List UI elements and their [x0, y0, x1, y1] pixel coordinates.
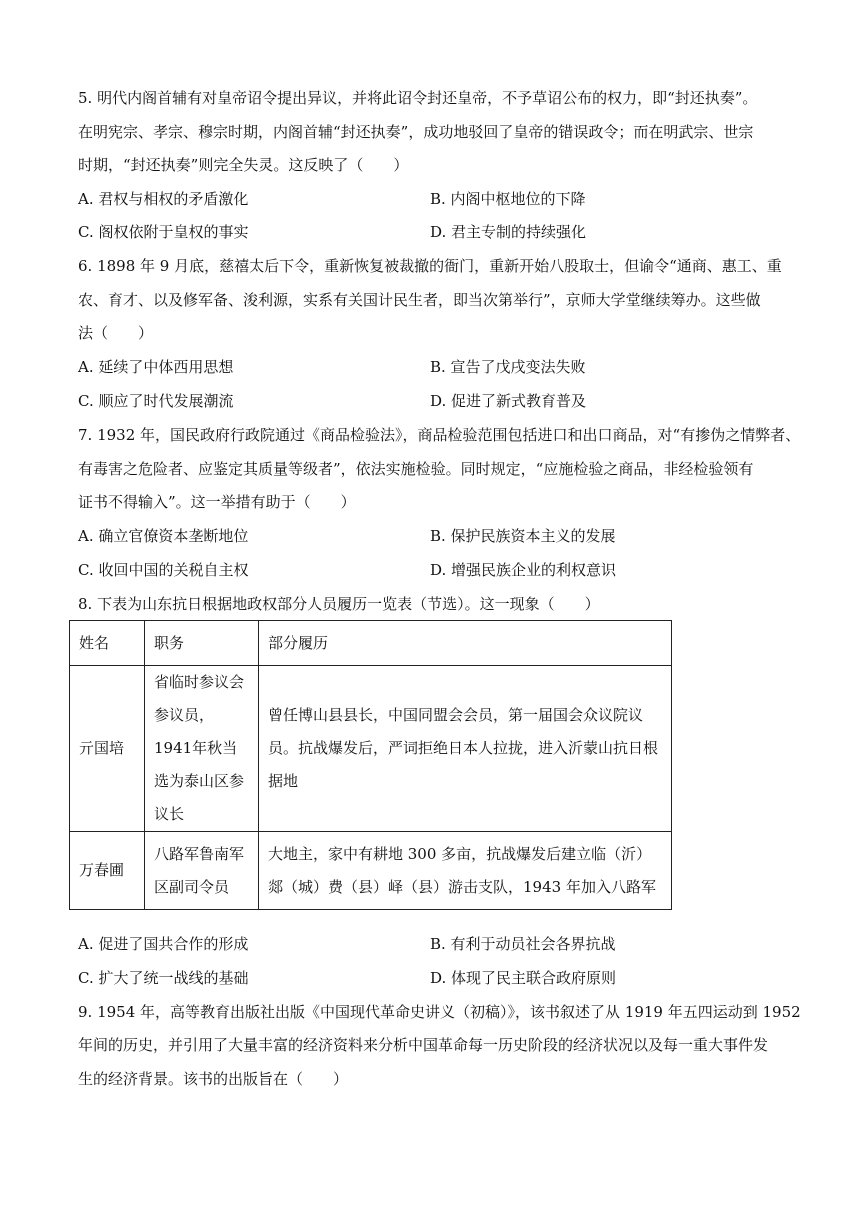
q7-stem-line-3: 证书不得输入”。这一举措有助于（ ） — [78, 493, 356, 511]
q8-stem-line-1: 8. 下表为山东抗日根据地政权部分人员履历一览表（节选）。这一现象（ ） — [78, 595, 600, 613]
q5-option-b: B. 内阁中枢地位的下降 — [430, 190, 586, 208]
q6-stem-line-3: 法（ ） — [78, 324, 154, 342]
q8-option-c: C. 扩大了统一战线的基础 — [78, 969, 249, 987]
q7-option-c: C. 收回中国的关税自主权 — [78, 561, 249, 579]
q7-option-b: B. 保护民族资本主义的发展 — [430, 527, 616, 545]
q7-option-a: A. 确立官僚资本垄断地位 — [78, 527, 249, 545]
header-name: 姓名 — [70, 621, 145, 666]
cell-history: 大地主，家中有耕地 300 多亩，抗战爆发后建立临（沂）郯（城）费（县）峄（县）游击支队，1943 年加入八路军 — [259, 832, 672, 910]
q5-stem-line-1: 5. 明代内阁首辅有对皇帝诏令提出异议，并将此诏令封还皇帝，不予草诏公布的权力，即“封还执奏”。 — [78, 89, 758, 107]
q8-option-d: D. 体现了民主联合政府原则 — [430, 969, 617, 987]
q9-stem-line-3: 生的经济背景。该书的出版旨在（ ） — [78, 1070, 349, 1088]
header-history: 部分履历 — [259, 621, 672, 666]
q6-option-b: B. 宣告了戊戌变法失败 — [430, 358, 586, 376]
cell-name: 万春圃 — [70, 832, 145, 910]
q7-stem-line-2: 有毒害之危险者、应鉴定其质量等级者”，依法实施检验。同时规定，“应施检验之商品，非经检验领有 — [78, 460, 754, 478]
q8-option-b: B. 有利于动员社会各界抗战 — [430, 935, 616, 953]
q9-stem-line-1: 9. 1954 年，高等教育出版社出版《中国现代革命史讲义（初稿）》，该书叙述了从 1919 年五四运动到 1952 — [78, 1003, 801, 1021]
cell-name: 亓国培 — [70, 666, 145, 832]
q5-option-c: C. 阁权依附于皇权的事实 — [78, 223, 249, 241]
q7-option-d: D. 增强民族企业的利权意识 — [430, 561, 617, 579]
cell-history: 曾任博山县县长，中国同盟会会员，第一届国会众议院议员。抗战爆发后，严词拒绝日本人拉拢，进入沂蒙山抗日根据地 — [259, 666, 672, 832]
q6-stem-line-1: 6. 1898 年 9 月底，慈禧太后下令，重新恢复被裁撤的衙门，重新开始八股取士，但谕令“通商、惠工、重 — [78, 257, 782, 275]
table-row — [70, 666, 672, 832]
table-row — [70, 832, 672, 910]
cell-post: 省临时参议会参议员，1941年秋当选为泰山区参议长 — [145, 666, 259, 832]
q8-option-a: A. 促进了国共合作的形成 — [78, 935, 249, 953]
q5-option-d: D. 君主专制的持续强化 — [430, 223, 587, 241]
personnel-table — [69, 620, 672, 910]
q5-stem-line-3: 时期，“封还执奏”则完全失灵。这反映了（ ） — [78, 156, 409, 174]
table-header-row — [70, 621, 672, 666]
q6-option-c: C. 顺应了时代发展潮流 — [78, 392, 234, 410]
q6-option-a: A. 延续了中体西用思想 — [78, 358, 234, 376]
q5-stem-line-2: 在明宪宗、孝宗、穆宗时期，内阁首辅“封还执奏”，成功地驳回了皇帝的错误政令；而在明武宗、世宗 — [78, 123, 754, 141]
q6-option-d: D. 促进了新式教育普及 — [430, 392, 587, 410]
q5-option-a: A. 君权与相权的矛盾激化 — [78, 190, 249, 208]
q6-stem-line-2: 农、育才、以及修军备、浚利源，实系有关国计民生者，即当次第举行”，京师大学堂继续筹办。这些做 — [78, 291, 761, 309]
cell-post: 八路军鲁南军区副司令员 — [145, 832, 259, 910]
q7-stem-line-1: 7. 1932 年，国民政府行政院通过《商品检验法》，商品检验范围包括进口和出口商品，对“有掺伪之情弊者、 — [78, 426, 801, 444]
header-post: 职务 — [145, 621, 259, 666]
q9-stem-line-2: 年间的历史，并引用了大量丰富的经济资料来分析中国革命每一历史阶段的经济状况以及每一重大事件发 — [78, 1036, 769, 1054]
